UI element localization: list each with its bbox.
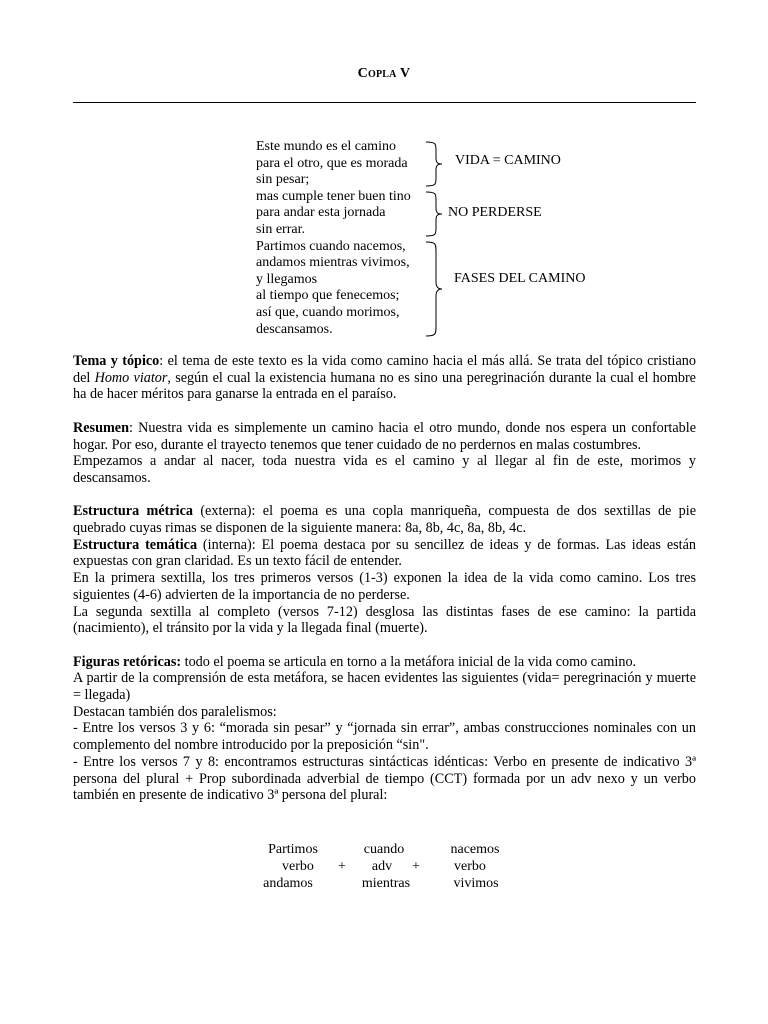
poem-line: para andar esta jornada: [256, 205, 386, 221]
brace-label-fases-del-camino: FASES DEL CAMINO: [454, 271, 586, 286]
tematica-paragraph: [73, 537, 696, 570]
poem-line: para el otro, que es morada: [256, 155, 408, 171]
table-cell: +: [412, 859, 420, 874]
title-rule: [73, 102, 696, 103]
figuras-paragraph-5: - Entre los versos 7 y 8: encontramos estructuras sintácticas idénticas: Verbo en presente de indicativo 3ª persona del plural + Prop subordinada adverbial de tiempo (CCT) formada por un adv nexo y un verbo también en presente de indicativo 3ª persona del plural:: [73, 753, 696, 804]
estructura-paragraph-3: En la primera sextilla, los tres primeros versos (1-3) exponen la idea de la vida como camino. Los tres siguientes (4-6) advierten de la importancia de no perderse.: [73, 570, 696, 603]
metrica-heading: Estructura métrica: [73, 503, 193, 520]
brace-label-vida-camino: VIDA = CAMINO: [455, 153, 561, 168]
resumen-paragraph-2: Empezamos a andar al nacer, toda nuestra vida es el camino y al llegar al fin de este, morimos y descansamos.: [73, 453, 696, 486]
table-cell: adv: [371, 859, 393, 874]
right-brace-2: [424, 190, 444, 238]
tematica-text: (interna): El poema destaca por su sencillez de ideas y de formas. Las ideas están expuestas con gran claridad. Es un texto fácil de entender.: [73, 536, 696, 570]
metrica-text: (externa): el poema es una copla manriqueña, compuesta de dos sextillas de pie quebrado cuyas rimas se disponen de la siguiente manera: 8a, 8b, 4c, 8a, 8b, 4c.: [73, 503, 696, 536]
table-cell: vivimos: [453, 876, 499, 891]
resumen-heading: Resumen: [73, 419, 129, 436]
tematica-heading: Estructura temática: [73, 536, 198, 553]
table-cell: andamos: [263, 876, 313, 891]
poem-line: descansamos.: [256, 321, 333, 337]
figuras-paragraph: [73, 654, 696, 671]
metrica-paragraph: [73, 503, 696, 536]
poem-line: Este mundo es el camino: [256, 139, 396, 154]
figuras-text: todo el poema se articula en torno a la metáfora inicial de la vida como camino.: [181, 653, 637, 670]
table-cell: Partimos: [268, 842, 318, 857]
figuras-paragraph-3: Destacan también dos paralelismos:: [73, 703, 277, 720]
table-cell: verbo: [282, 859, 314, 874]
resumen-text: : Nuestra vida es simplemente un camino hacia el otro mundo, donde nos espera un confortable hogar. Por eso, durante el trayecto tenemos que tener cuidado de no perdernos en malas costumbres.: [73, 419, 696, 453]
tema-italic: Homo viator: [94, 369, 168, 386]
table-cell: cuando: [363, 842, 405, 857]
poem-line: andamos mientras vivimos,: [256, 255, 410, 271]
figuras-paragraph-4: - Entre los versos 3 y 6: “morada sin pesar” y “jornada sin errar”, ambas construcciones nominales con un complemento del nombre introducido por la preposición “sin".: [73, 720, 696, 754]
table-cell: mientras: [361, 876, 411, 891]
body-text: [73, 353, 696, 804]
poem: [256, 139, 411, 338]
table-cell: verbo: [454, 859, 486, 874]
right-brace-3: [424, 240, 444, 338]
poem-line: Partimos cuando nacemos,: [256, 238, 406, 254]
brace-label-no-perderse: NO PERDERSE: [448, 205, 542, 220]
table-cell: nacemos: [450, 842, 500, 857]
figuras-heading: Figuras retóricas:: [73, 653, 182, 670]
estructura-paragraph-4: La segunda sextilla al completo (versos 7-12) desglosa las distintas fases de ese camino: la partida (nacimiento), el tránsito por la vida y la llegada final (muerte).: [73, 603, 696, 637]
poem-line: mas cumple tener buen tino: [256, 188, 411, 204]
tema-text-2: , según el cual la existencia humana no es sino una peregrinación durante la cual el hombre ha de hacer méritos para ganarse la entrada en el paraíso.: [73, 369, 696, 403]
poem-line: al tiempo que fenecemos;: [256, 288, 400, 304]
page-title: Copla V: [357, 66, 411, 81]
poem-line: sin errar.: [256, 221, 305, 237]
right-brace-1: [424, 140, 444, 188]
tema-heading: Tema y tópico: [73, 353, 160, 369]
tema-text-1: : el tema de este texto es la vida como camino hacia el más allá. Se trata del tópico cristiano del: [73, 353, 696, 386]
tema-paragraph: [73, 353, 696, 403]
figuras-paragraph-2: A partir de la comprensión de esta metáfora, se hacen evidentes las siguientes (vida= peregrinación y muerte = llegada): [73, 670, 696, 704]
poem-line: sin pesar;: [256, 172, 310, 188]
poem-line: así que, cuando morimos,: [256, 304, 400, 320]
resumen-paragraph: [73, 420, 696, 453]
table-cell: +: [338, 859, 346, 874]
poem-line: y llegamos: [256, 271, 318, 287]
